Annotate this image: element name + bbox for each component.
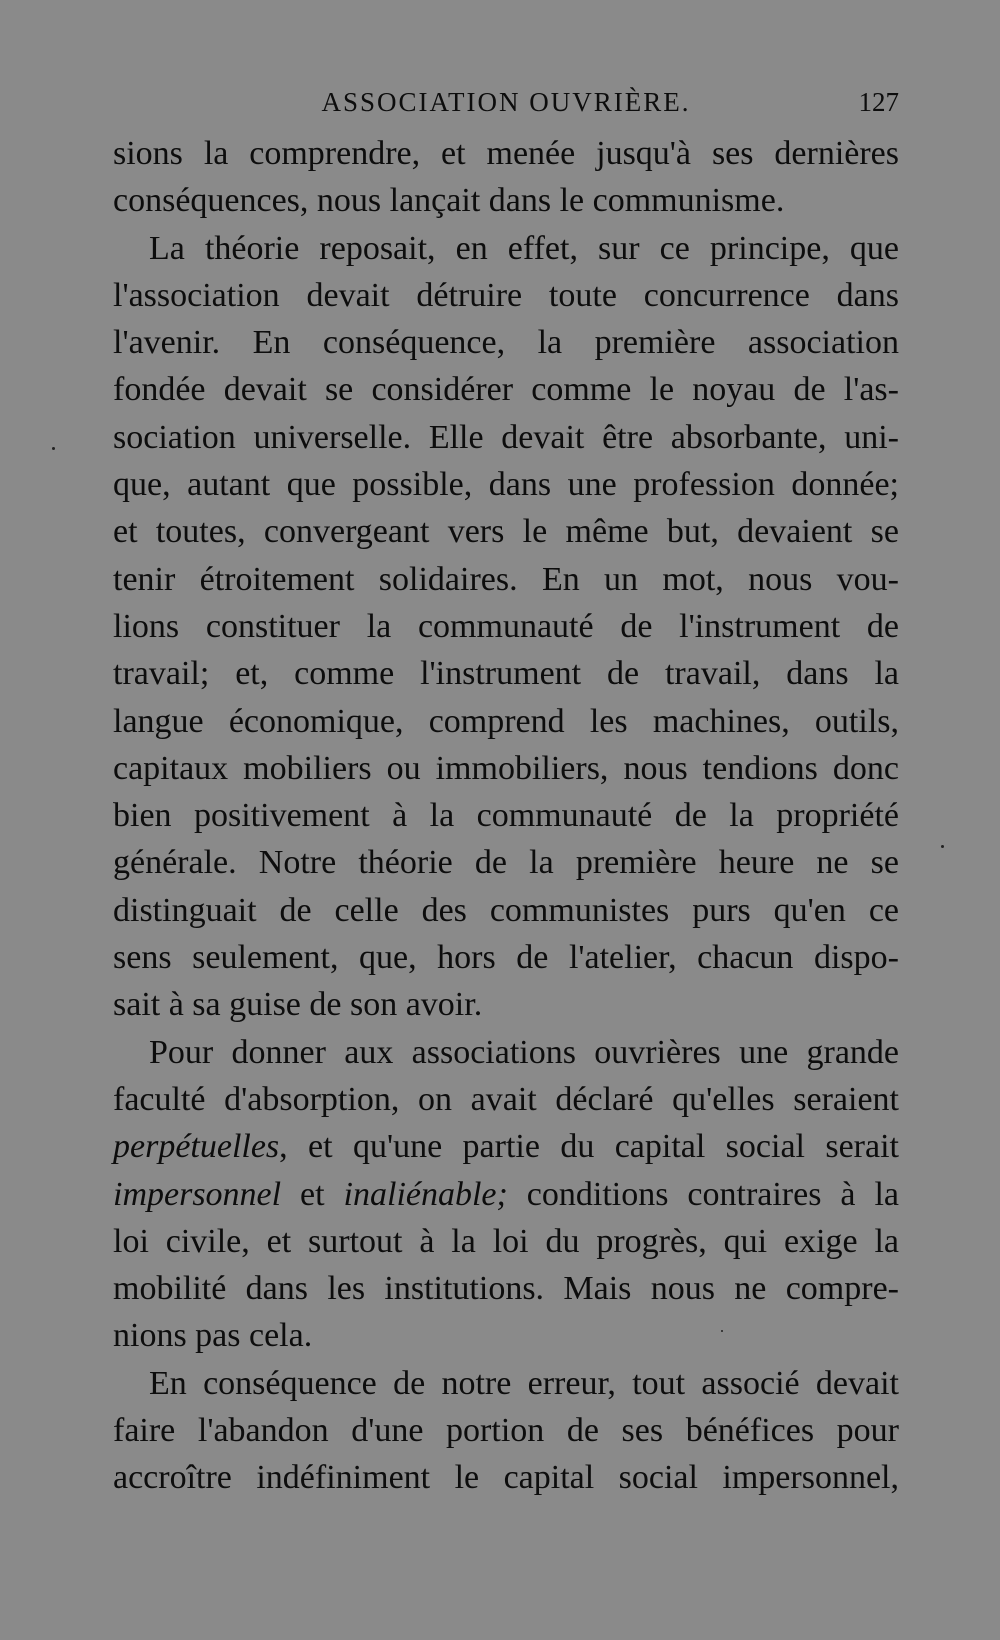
text-line: mobilité dans les institutions. Mais nous ne compre- — [113, 1270, 899, 1308]
text-line: travail; et, comme l'instrument de travail, dans la — [113, 655, 899, 693]
text-line: bien positivement à la communauté de la propriété — [113, 797, 899, 835]
page-number: 127 — [858, 87, 899, 117]
ink-speck — [941, 845, 944, 848]
text-line: distinguait de celle des communistes purs qu'en ce — [113, 891, 899, 929]
text-line: Pour donner aux associations ouvrières une grande — [149, 1033, 899, 1071]
italic-term: perpétuelles — [113, 1128, 280, 1166]
ink-speck — [52, 447, 55, 450]
text-line: sait à sa guise de son avoir. — [113, 986, 483, 1024]
ink-speck — [721, 1330, 723, 1332]
italic-term: impersonnel — [113, 1175, 282, 1213]
text-line: l'association devait détruire toute concurrence dans — [113, 276, 899, 314]
text-line: fondée devait se considérer comme le noyau de l'as- — [113, 371, 899, 409]
text-line: sens seulement, que, hors de l'atelier, chacun dispo- — [113, 939, 899, 977]
text-line: faire l'abandon d'une portion de ses bénéfices pour — [113, 1412, 899, 1450]
text-line: l'avenir. En conséquence, la première association — [113, 324, 899, 362]
page-header — [113, 82, 899, 122]
text-line: sociation universelle. Elle devait être absorbante, uni- — [113, 418, 899, 456]
text-line: nions pas cela. — [113, 1317, 313, 1355]
text-line: faculté d'absorption, on avait déclaré qu'elles seraient — [113, 1080, 899, 1118]
text-line: loi civile, et surtout à la loi du progrès, qui exige la — [113, 1222, 899, 1260]
text-line: générale. Notre théorie de la première heure ne se — [113, 844, 899, 882]
text-line — [113, 1123, 899, 1170]
italic-term: inaliénable; — [343, 1175, 508, 1213]
text-line: lions constituer la communauté de l'instrument de — [113, 607, 899, 645]
text-line: accroître indéfiniment le capital social impersonnel, — [113, 1459, 899, 1497]
text-line: capitaux mobiliers ou immobiliers, nous tendions donc — [113, 749, 899, 787]
text-fragment: conditions contraires à la — [507, 1175, 899, 1213]
text-line: sions la comprendre, et menée jusqu'à ses dernières — [113, 135, 899, 172]
text-line — [113, 1171, 899, 1218]
body-text — [113, 130, 899, 1502]
text-fragment: , et qu'une partie du capital social serait — [279, 1128, 899, 1166]
text-line: tenir étroitement solidaires. En un mot, nous vou- — [113, 560, 899, 598]
text-line: que, autant que possible, dans une profession donnée; — [113, 466, 899, 504]
text-line: langue économique, comprend les machines, outils, — [113, 702, 899, 740]
text-line: En conséquence de notre erreur, tout associé devait — [149, 1364, 899, 1402]
text-fragment: et — [281, 1175, 344, 1213]
text-line: conséquences, nous lançait dans le communisme. — [113, 182, 785, 220]
text-line: La théorie reposait, en effet, sur ce principe, que — [149, 229, 899, 267]
running-title: ASSOCIATION OUVRIÈRE. — [321, 87, 691, 117]
text-line: et toutes, convergeant vers le même but, devaient se — [113, 513, 899, 551]
